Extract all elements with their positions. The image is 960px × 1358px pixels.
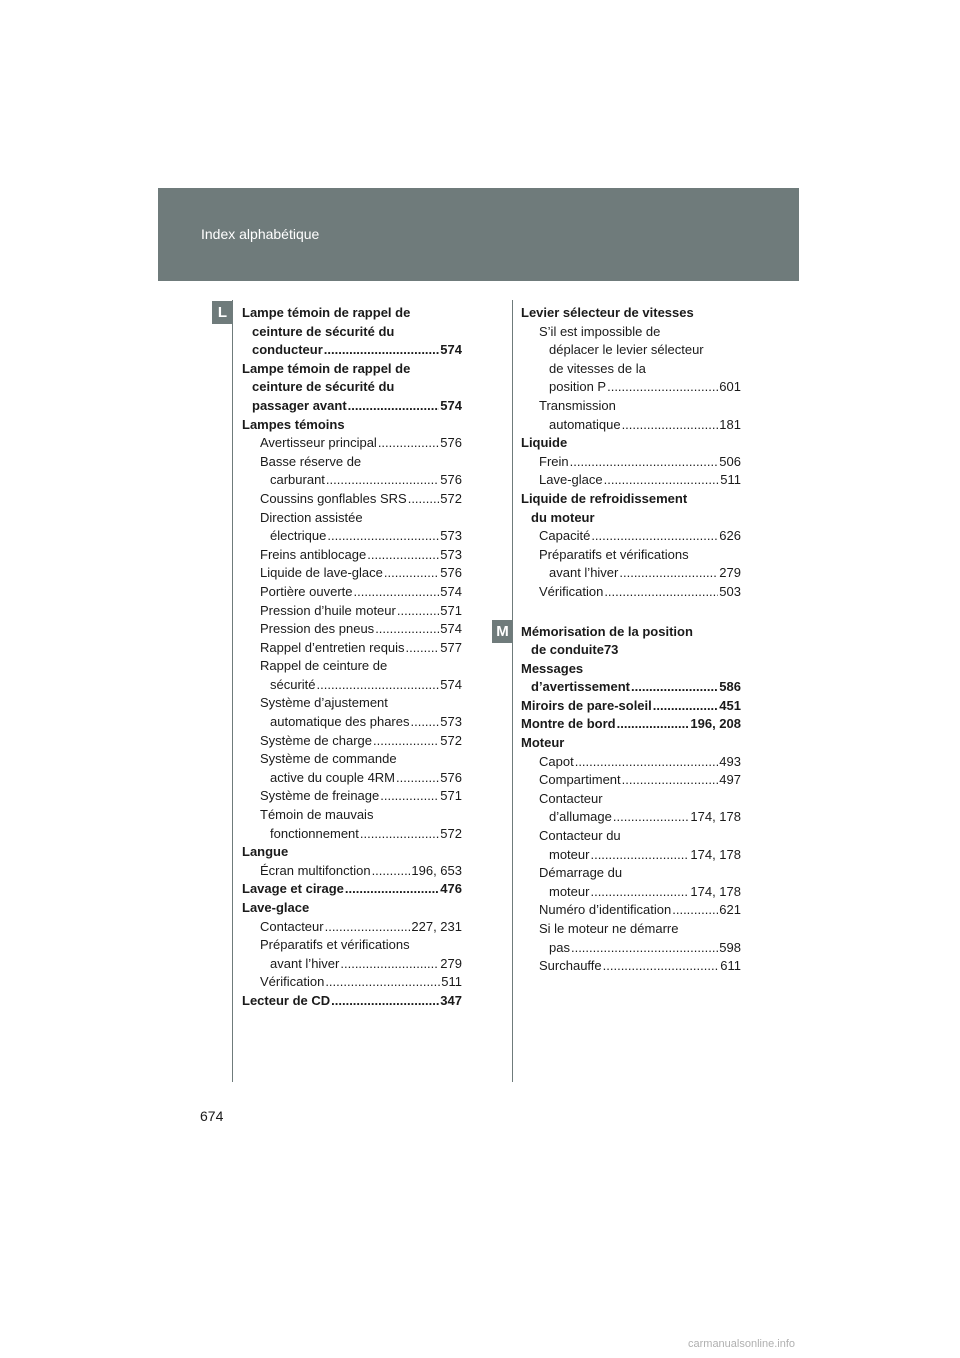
index-entry xyxy=(521,790,741,827)
index-entry-term: Avertisseur principal xyxy=(260,435,377,451)
index-entry-term: Levier sélecteur de vitesses xyxy=(521,305,694,320)
index-entry xyxy=(242,304,462,360)
index-entry-page: 598 xyxy=(719,939,741,955)
index-entry xyxy=(242,546,462,565)
index-entry-page: 174, 178 xyxy=(690,883,741,899)
index-entry xyxy=(521,920,741,957)
dot-leader xyxy=(570,453,719,472)
dot-leader xyxy=(607,378,718,397)
index-entry-term: du moteur xyxy=(531,509,595,525)
index-entry-page: 511 xyxy=(720,472,741,488)
dot-leader xyxy=(373,732,439,751)
index-entry-page: 497 xyxy=(719,772,741,788)
index-entry-text: Rappel de ceinture de xyxy=(260,658,388,674)
index-entry-term: Miroirs de pare-soleil xyxy=(521,697,652,713)
index-entry-term: Compartiment xyxy=(539,772,621,788)
dot-leader xyxy=(631,678,718,697)
index-entry-page: 279 xyxy=(440,955,462,971)
index-entry-term: Lave-glace xyxy=(242,900,310,915)
index-entry-text: Mémorisation de la position xyxy=(521,623,693,639)
index-entry xyxy=(242,992,462,1011)
index-entry-page: 626 xyxy=(719,528,741,544)
index-entry-term: position P xyxy=(549,379,607,395)
dot-leader xyxy=(410,713,439,732)
index-entry-term: moteur xyxy=(549,846,590,862)
index-entry xyxy=(521,697,741,716)
dot-leader xyxy=(326,471,439,490)
index-entry-page: 576 xyxy=(440,435,462,451)
dot-leader xyxy=(590,846,689,865)
index-entry-page: 576 xyxy=(440,472,462,488)
index-column-right xyxy=(521,304,741,976)
index-entry xyxy=(242,490,462,509)
dot-leader xyxy=(367,546,439,565)
index-entry-page: 493 xyxy=(719,753,741,769)
index-entry xyxy=(242,602,462,621)
dot-leader xyxy=(604,583,718,602)
index-entry-text: Préparatifs et vérifications xyxy=(260,937,410,953)
dot-leader xyxy=(571,939,718,958)
index-entry-page: 572 xyxy=(440,825,462,841)
index-entry-term: avant l’hiver xyxy=(549,565,619,581)
index-entry-term: Freins antiblocage xyxy=(260,546,367,562)
index-entry-page: 573 xyxy=(440,714,462,730)
dot-leader xyxy=(378,434,439,453)
index-entry-page: 279 xyxy=(719,565,741,581)
index-entry-page: 577 xyxy=(440,639,462,655)
dot-leader xyxy=(613,808,690,827)
page-number: 674 xyxy=(200,1108,224,1124)
index-entry-page: 347 xyxy=(440,992,462,1008)
index-entry-term: Capot xyxy=(539,753,574,769)
index-entry-term: Lave-glace xyxy=(539,472,603,488)
dot-leader xyxy=(317,676,440,695)
index-entry-page: 571 xyxy=(440,788,462,804)
index-entry-text: Préparatifs et vérifications xyxy=(539,546,689,562)
dot-leader xyxy=(345,880,439,899)
index-entry-page: 571 xyxy=(440,602,462,618)
index-section-m xyxy=(521,623,741,976)
index-entry-page: 451 xyxy=(719,697,741,713)
dot-leader xyxy=(672,901,718,920)
index-entry-text: S’il est impossible de xyxy=(539,323,661,339)
index-entry xyxy=(242,880,462,899)
section-letter-l: L xyxy=(212,301,233,324)
index-entry-term: passager avant xyxy=(252,397,347,413)
index-entry-page: 601 xyxy=(719,379,741,395)
index-entry-term: Lecteur de CD xyxy=(242,992,331,1008)
index-entry-text: Contacteur xyxy=(539,790,603,806)
index-entry xyxy=(521,527,741,546)
index-entry-term: d’allumage xyxy=(549,809,612,825)
index-entry-text: Système de commande xyxy=(260,751,397,767)
index-entry-term: Moteur xyxy=(521,735,565,751)
dot-leader xyxy=(325,973,440,992)
dot-leader xyxy=(591,527,718,546)
page-header xyxy=(158,188,799,281)
dot-leader xyxy=(372,862,411,881)
index-entry xyxy=(242,918,462,937)
index-entry xyxy=(242,360,462,416)
index-entry-term: automatique xyxy=(549,416,621,432)
dot-leader xyxy=(653,697,719,716)
dot-leader xyxy=(604,471,720,490)
index-entry xyxy=(242,787,462,806)
dot-leader xyxy=(619,564,718,583)
index-entry-page: 573 xyxy=(440,528,462,544)
dot-leader xyxy=(622,771,719,790)
index-entry xyxy=(521,901,741,920)
index-entry xyxy=(242,434,462,453)
index-entry xyxy=(521,490,741,527)
index-entry-term: moteur xyxy=(549,883,590,899)
index-entry-page: 573 xyxy=(440,546,462,562)
index-entry-term: avant l’hiver xyxy=(270,955,340,971)
header-title: Index alphabétique xyxy=(201,226,320,242)
index-entry xyxy=(521,678,741,697)
index-entry-term: de conduite73 xyxy=(531,642,619,658)
dot-leader xyxy=(380,787,439,806)
dot-leader xyxy=(603,957,720,976)
index-entry xyxy=(521,471,741,490)
index-entry-term: sécurité xyxy=(270,676,316,692)
index-entry-page: 476 xyxy=(440,881,462,897)
index-entry-term: automatique des phares xyxy=(270,714,410,730)
dot-leader xyxy=(617,715,690,734)
index-section-l-continued xyxy=(521,304,741,602)
index-entry xyxy=(521,304,741,323)
index-entry-term: Capacité xyxy=(539,528,591,544)
index-entry-text: Si le moteur ne démarre xyxy=(539,921,679,936)
index-entry-page: 586 xyxy=(719,679,741,695)
index-entry-term: Contacteur xyxy=(260,918,324,934)
index-entry-term: Vérification xyxy=(539,583,604,599)
index-entry-term: Pression des pneus xyxy=(260,621,375,637)
index-entry-term: Lampes témoins xyxy=(242,416,345,432)
dot-leader xyxy=(622,416,719,435)
index-entry-page: 506 xyxy=(719,453,741,469)
index-entry-term: Langue xyxy=(242,844,289,860)
index-entry-page: 574 xyxy=(440,621,462,637)
index-entry xyxy=(521,660,741,679)
index-entry xyxy=(521,734,741,753)
index-entry-text: Lampe témoin de rappel de xyxy=(242,305,411,320)
index-entry xyxy=(521,546,741,583)
index-entry xyxy=(242,694,462,731)
index-entry-term: Lavage et cirage xyxy=(242,881,344,897)
dot-leader xyxy=(406,639,440,658)
index-entry xyxy=(242,657,462,694)
index-entry xyxy=(521,397,741,434)
dot-leader xyxy=(384,564,439,583)
index-entry-text: ceinture de sécurité du xyxy=(252,379,395,395)
index-entry xyxy=(242,416,462,435)
index-entry-term: Liquide xyxy=(521,435,568,451)
index-entry xyxy=(521,715,741,734)
index-entry-page: 174, 178 xyxy=(690,846,741,862)
index-entry-page: 576 xyxy=(440,565,462,581)
index-entry-term: Liquide de lave-glace xyxy=(260,565,383,581)
index-entry xyxy=(242,620,462,639)
index-entry-term: pas xyxy=(549,939,570,955)
index-entry-term: Numéro d’identification xyxy=(539,902,672,918)
index-entry-text: Lampe témoin de rappel de xyxy=(242,360,411,376)
index-entry-term: Système de freinage xyxy=(260,788,380,804)
index-entry-text: Système d’ajustement xyxy=(260,695,388,711)
dot-leader xyxy=(348,397,440,416)
index-entry-page: 196, 653 xyxy=(411,862,462,878)
index-entry-term: Coussins gonflables SRS xyxy=(260,490,407,506)
center-rule xyxy=(512,300,513,1082)
index-entry-page: 503 xyxy=(719,583,741,599)
index-entry-page: 572 xyxy=(440,732,462,748)
index-entry-term: conducteur xyxy=(252,342,323,358)
index-entry xyxy=(521,753,741,772)
index-entry-page: 227, 231 xyxy=(411,918,462,934)
index-entry xyxy=(521,434,741,453)
index-entry-page: 574 xyxy=(440,342,462,358)
left-rule xyxy=(232,300,233,1082)
index-entry xyxy=(521,771,741,790)
index-entry xyxy=(242,639,462,658)
index-entry-text: Direction assistée xyxy=(260,509,363,525)
index-entry-text: Basse réserve de xyxy=(260,453,362,469)
index-entry-text: Témoin de mauvais xyxy=(260,807,374,823)
index-entry xyxy=(242,732,462,751)
index-entry-page: 574 xyxy=(440,676,462,692)
index-entry xyxy=(242,509,462,546)
index-entry xyxy=(242,936,462,973)
dot-leader xyxy=(408,490,440,509)
index-entry-term: Messages xyxy=(521,660,584,676)
dot-leader xyxy=(340,955,439,974)
index-column-left xyxy=(242,304,462,1011)
index-entry-page: 511 xyxy=(441,974,462,990)
watermark: carmanualsonline.info xyxy=(688,1338,796,1350)
dot-leader xyxy=(327,527,439,546)
index-entry xyxy=(242,973,462,992)
index-entry-page: 574 xyxy=(440,397,462,413)
dot-leader xyxy=(360,825,439,844)
dot-leader xyxy=(354,583,440,602)
index-entry-term: électrique xyxy=(270,528,327,544)
index-entry-page: 572 xyxy=(440,490,462,506)
dot-leader xyxy=(397,602,439,621)
index-entry-text: Transmission xyxy=(539,397,616,413)
index-entry xyxy=(242,862,462,881)
index-entry-text: ceinture de sécurité du xyxy=(252,323,395,339)
index-entry xyxy=(242,899,462,918)
index-entry-term: Frein xyxy=(539,453,569,469)
index-entry-page: 621 xyxy=(719,902,741,918)
dot-leader xyxy=(590,883,689,902)
index-entry-text: Liquide de refroidissement xyxy=(521,490,688,506)
section-gap xyxy=(521,602,741,620)
index-entry xyxy=(521,453,741,472)
index-entry-page: 576 xyxy=(440,769,462,785)
index-entry-term: Montre de bord xyxy=(521,716,616,732)
index-entry-term: Vérification xyxy=(260,974,325,990)
index-entry-term: carburant xyxy=(270,472,325,488)
index-entry-term: Rappel d’entretien requis xyxy=(260,639,405,655)
index-entry-term: Pression d’huile moteur xyxy=(260,602,396,618)
index-entry-page: 574 xyxy=(440,583,462,599)
index-entry xyxy=(521,583,741,602)
dot-leader xyxy=(375,620,439,639)
index-entry-text: déplacer le levier sélecteur xyxy=(549,342,704,358)
index-entry-page: 611 xyxy=(720,958,741,974)
index-entry-text: Contacteur du xyxy=(539,828,621,844)
index-entry-term: active du couple 4RM xyxy=(270,769,396,785)
section-letter-m: M xyxy=(492,620,513,643)
index-entry-page: 196, 208 xyxy=(690,716,741,732)
index-entry-term: Écran multifonction xyxy=(260,862,371,878)
index-entry xyxy=(521,827,741,864)
index-entry xyxy=(242,806,462,843)
index-entry xyxy=(242,583,462,602)
index-entry-text: de vitesses de la xyxy=(549,360,646,376)
index-entry-term: Portière ouverte xyxy=(260,583,353,599)
dot-leader xyxy=(331,992,439,1011)
index-entry-text: Démarrage du xyxy=(539,865,623,881)
index-entry xyxy=(242,843,462,862)
index-entry-term: fonctionnement xyxy=(270,825,359,841)
index-entry xyxy=(521,864,741,901)
index-entry-page: 174, 178 xyxy=(690,809,741,825)
index-entry xyxy=(242,564,462,583)
index-entry-term: Surchauffe xyxy=(539,958,602,974)
dot-leader xyxy=(575,753,719,772)
index-entry xyxy=(521,957,741,976)
dot-leader xyxy=(324,341,440,360)
index-entry xyxy=(521,323,741,397)
dot-leader xyxy=(325,918,411,937)
index-entry-term: Système de charge xyxy=(260,732,373,748)
index-entry-term: d’avertissement xyxy=(531,679,630,695)
index-entry xyxy=(242,453,462,490)
dot-leader xyxy=(396,769,439,788)
index-entry xyxy=(521,623,741,660)
index-entry xyxy=(242,750,462,787)
index-entry-page: 181 xyxy=(719,416,741,432)
